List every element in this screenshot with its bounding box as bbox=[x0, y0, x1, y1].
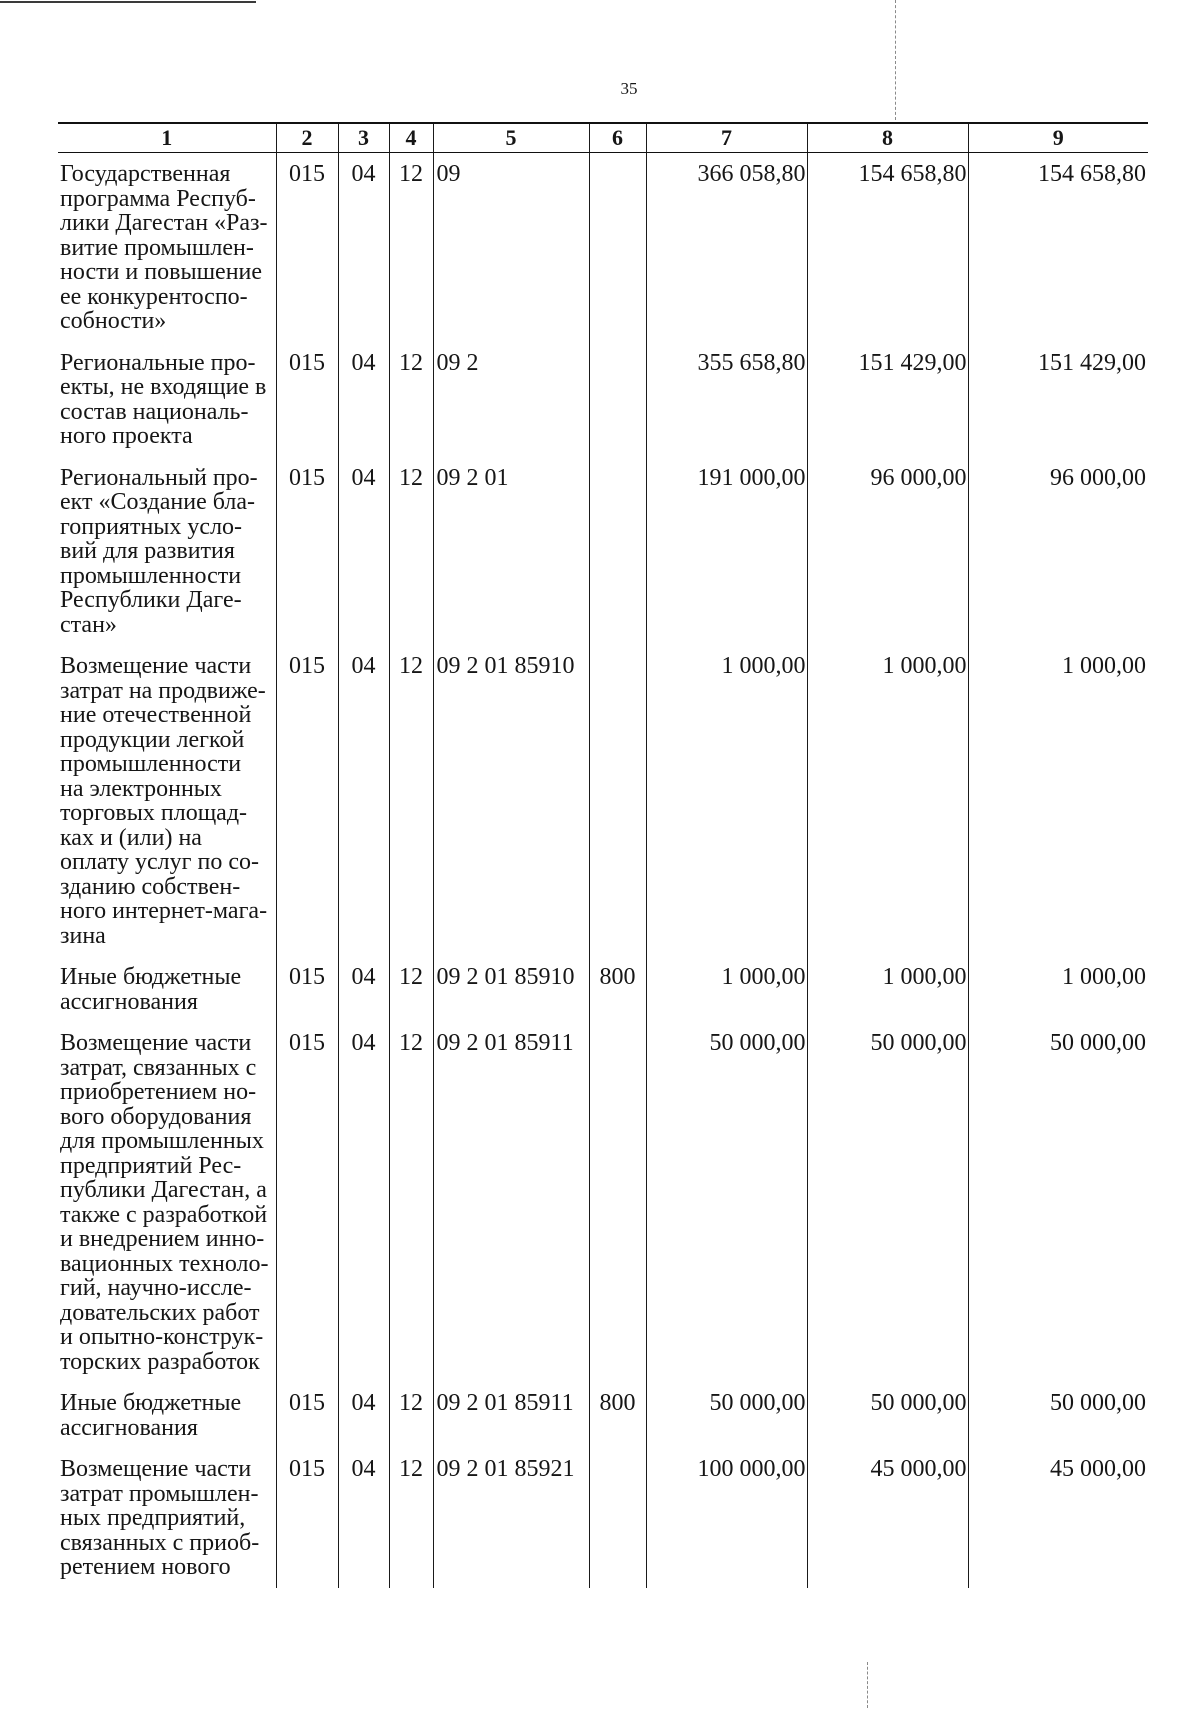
code-cell-col-4: 12 bbox=[389, 153, 433, 342]
code-cell-col-6 bbox=[589, 645, 646, 956]
table-row bbox=[58, 153, 1148, 342]
scan-edge-line bbox=[0, 1, 256, 3]
code-cell-col-2: 015 bbox=[276, 457, 338, 646]
code-cell-col-4: 12 bbox=[389, 956, 433, 1022]
code-cell-col-3: 04 bbox=[338, 956, 389, 1022]
code-cell-col-3: 04 bbox=[338, 457, 389, 646]
code-cell-col-5: 09 bbox=[433, 153, 589, 342]
code-cell-col-5: 09 2 01 85911 bbox=[433, 1382, 589, 1448]
table-row bbox=[58, 1022, 1148, 1382]
description-cell: Возмещение части затрат промышлен- ных предприятий, связанных с приоб- ретением нового bbox=[60, 1456, 260, 1580]
code-cell-col-5: 09 2 01 85921 bbox=[433, 1448, 589, 1588]
amount-cell-col-9: 151 429,00 bbox=[968, 342, 1148, 457]
code-cell-col-2: 015 bbox=[276, 1382, 338, 1448]
amount-cell-col-7: 1 000,00 bbox=[646, 645, 807, 956]
header-cell: 2 bbox=[276, 123, 338, 153]
code-cell-col-4: 12 bbox=[389, 1382, 433, 1448]
amount-cell-col-9: 45 000,00 bbox=[968, 1448, 1148, 1588]
amount-cell-col-7: 191 000,00 bbox=[646, 457, 807, 646]
code-cell-col-6: 800 bbox=[589, 1382, 646, 1448]
code-cell-col-2: 015 bbox=[276, 342, 338, 457]
code-cell-col-6: 800 bbox=[589, 956, 646, 1022]
code-cell-col-6 bbox=[589, 153, 646, 342]
amount-cell-col-7: 50 000,00 bbox=[646, 1022, 807, 1382]
amount-cell-col-9: 1 000,00 bbox=[968, 645, 1148, 956]
code-cell-col-3: 04 bbox=[338, 153, 389, 342]
code-cell-col-2: 015 bbox=[276, 1022, 338, 1382]
description-cell: Иные бюджетные ассигнования bbox=[60, 964, 242, 1015]
amount-cell-col-8: 154 658,80 bbox=[807, 153, 968, 342]
code-cell-col-3: 04 bbox=[338, 645, 389, 956]
code-cell-col-4: 12 bbox=[389, 457, 433, 646]
amount-cell-col-8: 96 000,00 bbox=[807, 457, 968, 646]
amount-cell-col-7: 50 000,00 bbox=[646, 1382, 807, 1448]
page-number: 35 bbox=[620, 79, 638, 98]
table-row bbox=[58, 342, 1148, 457]
description-cell: Возмещение части затрат, связанных с приобретением но- вого оборудования для промышленных предприятий Рес- публики Дагестан, а также с разработкой и внедрением инно- вационных техноло- гий, научно-иссле- довательских работ и опытно-конструк- торских разработок bbox=[60, 1030, 269, 1375]
header-cell: 5 bbox=[433, 123, 589, 153]
header-row bbox=[58, 123, 1148, 153]
amount-cell-col-7: 355 658,80 bbox=[646, 342, 807, 457]
description-cell: Региональный про- ект «Создание бла- гоприятных усло- вий для развития промышленности Республики Даге- стан» bbox=[60, 464, 258, 638]
code-cell-col-3: 04 bbox=[338, 1022, 389, 1382]
amount-cell-col-8: 50 000,00 bbox=[807, 1022, 968, 1382]
header-cell: 8 bbox=[807, 123, 968, 153]
amount-cell-col-7: 100 000,00 bbox=[646, 1448, 807, 1588]
header-cell: 3 bbox=[338, 123, 389, 153]
table-row bbox=[58, 457, 1148, 646]
header-cell: 1 bbox=[58, 123, 276, 153]
amount-cell-col-8: 1 000,00 bbox=[807, 956, 968, 1022]
code-cell-col-3: 04 bbox=[338, 1382, 389, 1448]
code-cell-col-5: 09 2 bbox=[433, 342, 589, 457]
scan-mark bbox=[867, 1662, 868, 1708]
code-cell-col-5: 09 2 01 85910 bbox=[433, 956, 589, 1022]
code-cell-col-2: 015 bbox=[276, 1448, 338, 1588]
scan-mark bbox=[895, 0, 896, 120]
amount-cell-col-8: 1 000,00 bbox=[807, 645, 968, 956]
table-row bbox=[58, 645, 1148, 956]
code-cell-col-6 bbox=[589, 1448, 646, 1588]
description-cell: Региональные про- екты, не входящие в состав националь- ного проекта bbox=[60, 349, 267, 449]
amount-cell-col-7: 1 000,00 bbox=[646, 956, 807, 1022]
code-cell-col-3: 04 bbox=[338, 1448, 389, 1588]
amount-cell-col-9: 50 000,00 bbox=[968, 1382, 1148, 1448]
amount-cell-col-7: 366 058,80 bbox=[646, 153, 807, 342]
code-cell-col-6 bbox=[589, 1022, 646, 1382]
header-cell: 9 bbox=[968, 123, 1148, 153]
code-cell-col-3: 04 bbox=[338, 342, 389, 457]
table-row bbox=[58, 956, 1148, 1022]
budget-table bbox=[58, 122, 1148, 1588]
table-row bbox=[58, 1382, 1148, 1448]
amount-cell-col-8: 45 000,00 bbox=[807, 1448, 968, 1588]
code-cell-col-2: 015 bbox=[276, 956, 338, 1022]
code-cell-col-5: 09 2 01 bbox=[433, 457, 589, 646]
description-cell: Возмещение части затрат на продвиже- ние отечественной продукции легкой промышленности на электронных торговых площад- ках и (или) на оплату услуг по со- зданию собствен- ного интернет-мага- зина bbox=[60, 653, 268, 949]
header-cell: 7 bbox=[646, 123, 807, 153]
code-cell-col-6 bbox=[589, 457, 646, 646]
code-cell-col-4: 12 bbox=[389, 342, 433, 457]
amount-cell-col-8: 50 000,00 bbox=[807, 1382, 968, 1448]
table-row bbox=[58, 1448, 1148, 1588]
amount-cell-col-9: 154 658,80 bbox=[968, 153, 1148, 342]
amount-cell-col-9: 50 000,00 bbox=[968, 1022, 1148, 1382]
amount-cell-col-9: 1 000,00 bbox=[968, 956, 1148, 1022]
code-cell-col-4: 12 bbox=[389, 1022, 433, 1382]
code-cell-col-2: 015 bbox=[276, 153, 338, 342]
description-cell: Государственная программа Респуб- лики Дагестан «Раз- витие промышлен- ности и повышение ее конкурентоспо- собности» bbox=[60, 161, 268, 334]
code-cell-col-4: 12 bbox=[389, 645, 433, 956]
amount-cell-col-8: 151 429,00 bbox=[807, 342, 968, 457]
code-cell-col-2: 015 bbox=[276, 645, 338, 956]
code-cell-col-4: 12 bbox=[389, 1448, 433, 1588]
description-cell: Иные бюджетные ассигнования bbox=[60, 1390, 242, 1441]
code-cell-col-6 bbox=[589, 342, 646, 457]
code-cell-col-5: 09 2 01 85910 bbox=[433, 645, 589, 956]
code-cell-col-5: 09 2 01 85911 bbox=[433, 1022, 589, 1382]
amount-cell-col-9: 96 000,00 bbox=[968, 457, 1148, 646]
header-cell: 6 bbox=[589, 123, 646, 153]
header-cell: 4 bbox=[389, 123, 433, 153]
